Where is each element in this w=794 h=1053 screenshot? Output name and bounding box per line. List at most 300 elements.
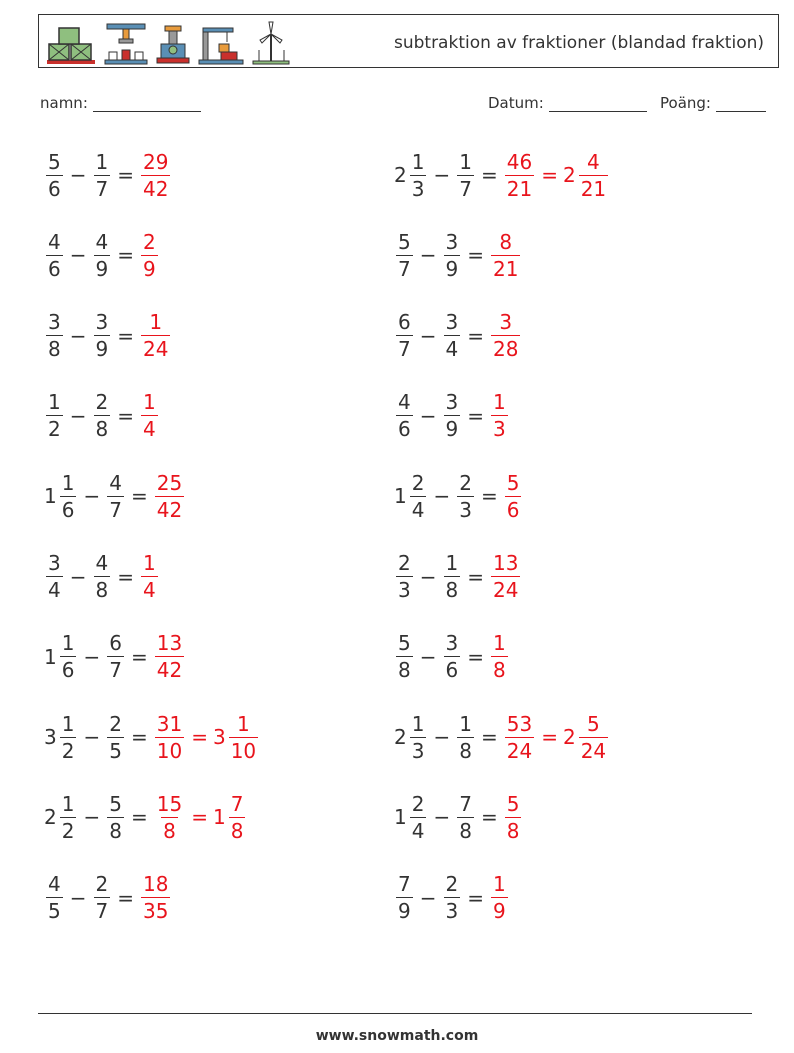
denominator: 5 <box>48 899 61 924</box>
minus-sign: − <box>69 323 87 348</box>
denominator: 9 <box>493 899 506 924</box>
denominator: 9 <box>95 256 109 281</box>
problem-item <box>44 785 247 849</box>
numerator: 2 <box>95 872 109 897</box>
minus-sign: − <box>83 644 101 669</box>
minus-sign: − <box>69 885 87 910</box>
numerator: 31 <box>156 711 183 736</box>
date-line <box>549 96 647 112</box>
equals-sign: = <box>467 243 484 268</box>
denominator: 6 <box>445 658 459 683</box>
numerator: 7 <box>230 791 244 816</box>
answer-fraction <box>505 791 522 843</box>
denominator: 10 <box>156 738 183 763</box>
denominator: 7 <box>109 497 122 522</box>
denominator: 9 <box>143 256 156 281</box>
denominator: 3 <box>459 497 472 522</box>
equals-sign: = <box>480 725 498 750</box>
answer-fraction <box>491 631 508 683</box>
denominator: 8 <box>506 818 520 843</box>
first-fraction <box>396 390 413 442</box>
mixed-whole: 3 <box>212 725 226 750</box>
conveyor-robot-icon <box>155 20 191 66</box>
answer <box>139 390 160 442</box>
problem-item <box>44 625 186 689</box>
minus-sign: − <box>419 243 437 268</box>
boxes-on-pallet-icon <box>45 20 97 66</box>
denominator: 4 <box>143 417 156 442</box>
name-line <box>93 96 201 112</box>
footer-website: www.snowmath.com <box>315 1028 479 1044</box>
score-field <box>660 94 766 112</box>
denominator: 8 <box>459 818 472 843</box>
second-fraction <box>444 310 461 362</box>
denominator: 8 <box>398 658 411 683</box>
problem-item <box>394 545 522 609</box>
answer-fraction <box>505 149 534 201</box>
answer <box>489 631 510 683</box>
first-fraction <box>396 310 413 362</box>
equals-sign: = <box>130 725 148 750</box>
numerator: 1 <box>61 470 75 495</box>
equals-sign: = <box>480 805 498 830</box>
minus-sign: − <box>69 403 87 428</box>
denominator: 24 <box>143 337 169 362</box>
answer <box>489 390 510 442</box>
first-fraction <box>60 470 77 522</box>
answer <box>139 872 172 924</box>
numerator: 1 <box>149 310 163 335</box>
answer <box>139 229 160 281</box>
whole-number: 2 <box>394 725 407 750</box>
problem-item <box>44 304 172 368</box>
minus-sign: − <box>83 805 101 830</box>
answer <box>503 791 524 843</box>
minus-sign: − <box>69 564 87 589</box>
denominator: 8 <box>163 818 176 843</box>
answer-fraction <box>141 872 170 924</box>
numerator: 1 <box>459 711 472 736</box>
first-fraction <box>396 229 413 281</box>
whole-number: 1 <box>394 484 407 509</box>
minus-sign: − <box>69 163 87 187</box>
numerator: 13 <box>156 631 183 656</box>
second-fraction <box>107 470 124 522</box>
minus-sign: − <box>83 725 101 750</box>
second-fraction <box>94 149 111 201</box>
denominator: 7 <box>95 899 109 924</box>
denominator: 9 <box>445 256 459 281</box>
answer <box>153 791 248 843</box>
numerator: 5 <box>506 470 520 495</box>
problem-item <box>44 705 260 769</box>
numerator: 4 <box>48 872 61 897</box>
first-fraction <box>396 631 413 683</box>
numerator: 1 <box>445 551 459 575</box>
numerator: 15 <box>156 791 183 816</box>
answer <box>503 470 524 522</box>
answer-fraction <box>155 631 184 683</box>
first-fraction <box>410 711 427 763</box>
second-fraction <box>457 149 474 201</box>
equals-sign: = <box>541 725 558 750</box>
numerator: 4 <box>95 551 109 575</box>
denominator: 6 <box>398 417 411 442</box>
minus-sign: − <box>69 243 87 268</box>
denominator: 21 <box>506 176 533 201</box>
denominator: 24 <box>506 738 533 763</box>
equals-sign: = <box>467 644 484 669</box>
denominator: 7 <box>95 176 109 201</box>
numerator: 46 <box>506 149 533 174</box>
denominator: 10 <box>230 738 257 763</box>
denominator: 4 <box>411 818 425 843</box>
name-label: namn: <box>40 94 88 112</box>
equals-sign: = <box>117 403 134 428</box>
numerator: 2 <box>398 551 411 575</box>
whole-number: 2 <box>394 163 407 187</box>
problem-item <box>394 384 510 448</box>
minus-sign: − <box>83 484 101 509</box>
problem-item <box>44 464 186 528</box>
numerator: 3 <box>48 310 61 335</box>
problem-item <box>44 384 160 448</box>
numerator: 1 <box>493 631 506 656</box>
numerator: 3 <box>48 551 61 575</box>
answer <box>489 310 522 362</box>
numerator: 6 <box>398 310 411 335</box>
numerator: 1 <box>411 711 425 736</box>
minus-sign: − <box>419 644 437 669</box>
numerator: 29 <box>143 149 169 174</box>
equals-sign: = <box>191 725 208 750</box>
numerator: 5 <box>587 711 600 736</box>
denominator: 7 <box>109 658 122 683</box>
denominator: 9 <box>445 417 459 442</box>
denominator: 2 <box>48 417 61 442</box>
denominator: 8 <box>109 818 122 843</box>
first-fraction <box>410 791 427 843</box>
date-label: Datum: <box>488 94 544 112</box>
denominator: 5 <box>109 738 122 763</box>
problem-item <box>394 223 522 287</box>
mixed-fraction <box>229 711 258 763</box>
numerator: 2 <box>143 229 156 254</box>
numerator: 7 <box>398 872 411 897</box>
numerator: 1 <box>61 631 75 656</box>
numerator: 1 <box>61 791 75 816</box>
equals-sign: = <box>467 403 484 428</box>
numerator: 2 <box>411 791 425 816</box>
answer <box>139 553 160 600</box>
mixed-fraction <box>229 791 246 843</box>
second-fraction <box>94 390 111 442</box>
mixed-fraction <box>579 149 608 201</box>
whole-number: 3 <box>44 725 57 750</box>
second-fraction <box>457 711 474 763</box>
minus-sign: − <box>433 805 451 830</box>
first-fraction <box>60 711 77 763</box>
header-icons <box>45 18 291 66</box>
equals-sign: = <box>467 323 484 348</box>
denominator: 6 <box>61 658 75 683</box>
numerator: 3 <box>445 631 459 656</box>
numerator: 4 <box>95 229 109 254</box>
problem-item <box>394 304 522 368</box>
denominator: 7 <box>398 256 411 281</box>
date-field <box>488 94 647 112</box>
second-fraction <box>444 553 461 600</box>
answer-fraction <box>505 711 534 763</box>
first-fraction <box>46 872 63 924</box>
numerator: 4 <box>109 470 122 495</box>
mixed-fraction <box>579 711 608 763</box>
first-fraction <box>46 310 63 362</box>
equals-sign: = <box>130 484 148 509</box>
numerator: 1 <box>411 149 425 174</box>
first-fraction <box>60 791 77 843</box>
denominator: 8 <box>459 738 472 763</box>
answer <box>153 631 186 683</box>
second-fraction <box>444 390 461 442</box>
numerator: 18 <box>143 872 169 897</box>
denominator: 6 <box>506 497 520 522</box>
denominator: 3 <box>493 417 506 442</box>
minus-sign: − <box>419 403 437 428</box>
answer-fraction <box>155 470 184 522</box>
answer-fraction <box>141 310 170 362</box>
whole-number: 1 <box>394 805 407 830</box>
problem-item <box>394 464 523 528</box>
numerator: 3 <box>95 310 109 335</box>
answer-fraction <box>491 229 520 281</box>
numerator: 1 <box>459 149 472 174</box>
minus-sign: − <box>433 725 451 750</box>
whole-number: 1 <box>44 484 57 509</box>
denominator: 3 <box>445 899 459 924</box>
minus-sign: − <box>433 163 451 187</box>
mixed-whole: 2 <box>562 163 576 187</box>
sheet-title: subtraktion av fraktioner (blandad fraktion) <box>393 33 764 53</box>
second-fraction <box>94 553 111 600</box>
answer-fraction <box>141 553 158 600</box>
denominator: 6 <box>48 176 61 201</box>
numerator: 4 <box>398 390 411 415</box>
numerator: 3 <box>445 229 459 254</box>
numerator: 5 <box>48 149 61 174</box>
first-fraction <box>60 631 77 683</box>
denominator: 2 <box>61 818 75 843</box>
denominator: 4 <box>411 497 425 522</box>
answer <box>503 149 610 201</box>
second-fraction <box>457 791 474 843</box>
answer <box>139 310 172 362</box>
crane-icon <box>197 20 245 66</box>
second-fraction <box>444 872 461 924</box>
minus-sign: − <box>419 323 437 348</box>
denominator: 42 <box>143 176 169 201</box>
denominator: 4 <box>48 578 61 602</box>
answer-fraction <box>141 149 170 201</box>
problem-item <box>44 143 172 207</box>
minus-sign: − <box>433 484 451 509</box>
numerator: 2 <box>411 470 425 495</box>
problem-item <box>394 625 510 689</box>
denominator: 8 <box>493 658 506 683</box>
answer-fraction <box>491 390 508 442</box>
answer-fraction <box>491 872 508 924</box>
numerator: 5 <box>506 791 520 816</box>
numerator: 6 <box>109 631 122 656</box>
numerator: 5 <box>109 791 122 816</box>
score-line <box>716 96 766 112</box>
equals-sign: = <box>117 564 134 589</box>
minus-sign: − <box>419 885 437 910</box>
equals-sign: = <box>191 805 208 830</box>
denominator: 9 <box>398 899 411 924</box>
header-box <box>38 14 779 68</box>
answer <box>489 553 522 600</box>
numerator: 2 <box>95 390 109 415</box>
numerator: 1 <box>48 390 61 415</box>
first-fraction <box>410 149 427 201</box>
whole-number: 2 <box>44 805 57 830</box>
first-fraction <box>410 470 427 522</box>
first-fraction <box>396 553 413 600</box>
numerator: 5 <box>398 229 411 254</box>
problem-item <box>394 785 523 849</box>
answer <box>139 149 172 201</box>
answer-fraction <box>155 791 184 843</box>
first-fraction <box>46 553 63 600</box>
denominator: 9 <box>95 337 109 362</box>
numerator: 2 <box>459 470 472 495</box>
numerator: 1 <box>493 390 506 415</box>
denominator: 24 <box>493 578 519 602</box>
numerator: 13 <box>493 551 519 575</box>
denominator: 6 <box>48 256 61 281</box>
score-label: Poäng: <box>660 94 711 112</box>
problem-item <box>44 866 172 930</box>
denominator: 42 <box>156 658 183 683</box>
denominator: 28 <box>493 337 519 362</box>
numerator: 3 <box>445 390 459 415</box>
denominator: 21 <box>493 256 519 281</box>
equals-sign: = <box>480 163 498 187</box>
answer-fraction <box>155 711 184 763</box>
answer-fraction <box>141 229 158 281</box>
denominator: 42 <box>156 497 183 522</box>
denominator: 8 <box>95 417 109 442</box>
second-fraction <box>457 470 474 522</box>
equals-sign: = <box>130 644 148 669</box>
denominator: 21 <box>580 176 607 201</box>
second-fraction <box>107 791 124 843</box>
denominator: 8 <box>230 818 244 843</box>
answer <box>153 470 186 522</box>
wind-turbine-icon <box>251 20 291 66</box>
equals-sign: = <box>130 805 148 830</box>
problem-item <box>44 545 160 609</box>
denominator: 8 <box>48 337 61 362</box>
answer <box>153 711 260 763</box>
numerator: 53 <box>506 711 533 736</box>
numerator: 1 <box>61 711 75 736</box>
problem-item <box>394 705 610 769</box>
denominator: 2 <box>61 738 75 763</box>
equals-sign: = <box>117 163 134 187</box>
numerator: 1 <box>143 551 156 575</box>
second-fraction <box>94 229 111 281</box>
numerator: 3 <box>445 310 459 335</box>
footer-divider <box>38 1013 752 1014</box>
numerator: 8 <box>499 229 513 254</box>
denominator: 7 <box>398 337 411 362</box>
second-fraction <box>444 631 461 683</box>
denominator: 35 <box>143 899 169 924</box>
equals-sign: = <box>480 484 498 509</box>
equals-sign: = <box>467 885 484 910</box>
second-fraction <box>107 631 124 683</box>
denominator: 3 <box>411 176 425 201</box>
denominator: 8 <box>95 578 109 602</box>
equals-sign: = <box>467 564 484 589</box>
denominator: 3 <box>398 578 411 602</box>
name-field <box>40 94 201 112</box>
problem-item <box>394 143 610 207</box>
answer-fraction <box>491 310 520 362</box>
equals-sign: = <box>117 243 134 268</box>
numerator: 1 <box>237 711 250 736</box>
numerator: 5 <box>398 631 411 656</box>
denominator: 4 <box>143 578 156 602</box>
first-fraction <box>396 872 413 924</box>
second-fraction <box>94 872 111 924</box>
mixed-whole: 2 <box>562 725 576 750</box>
denominator: 6 <box>61 497 75 522</box>
answer <box>489 229 522 281</box>
denominator: 4 <box>445 337 459 362</box>
problem-item <box>44 223 160 287</box>
second-fraction <box>94 310 111 362</box>
denominator: 8 <box>445 578 459 602</box>
second-fraction <box>107 711 124 763</box>
whole-number: 1 <box>44 644 57 669</box>
numerator: 2 <box>445 872 459 897</box>
equals-sign: = <box>117 323 134 348</box>
numerator: 3 <box>499 310 513 335</box>
answer-fraction <box>141 390 158 442</box>
numerator: 4 <box>587 149 600 174</box>
first-fraction <box>46 149 63 201</box>
numerator: 1 <box>493 872 506 897</box>
numerator: 7 <box>459 791 472 816</box>
numerator: 25 <box>156 470 183 495</box>
first-fraction <box>46 390 63 442</box>
second-fraction <box>444 229 461 281</box>
numerator: 1 <box>143 390 156 415</box>
answer-fraction <box>505 470 522 522</box>
denominator: 24 <box>580 738 607 763</box>
problem-item <box>394 866 510 930</box>
first-fraction <box>46 229 63 281</box>
equals-sign: = <box>117 885 134 910</box>
denominator: 7 <box>459 176 472 201</box>
answer <box>489 872 510 924</box>
answer-fraction <box>491 553 520 600</box>
answer <box>503 711 610 763</box>
numerator: 1 <box>95 149 109 174</box>
